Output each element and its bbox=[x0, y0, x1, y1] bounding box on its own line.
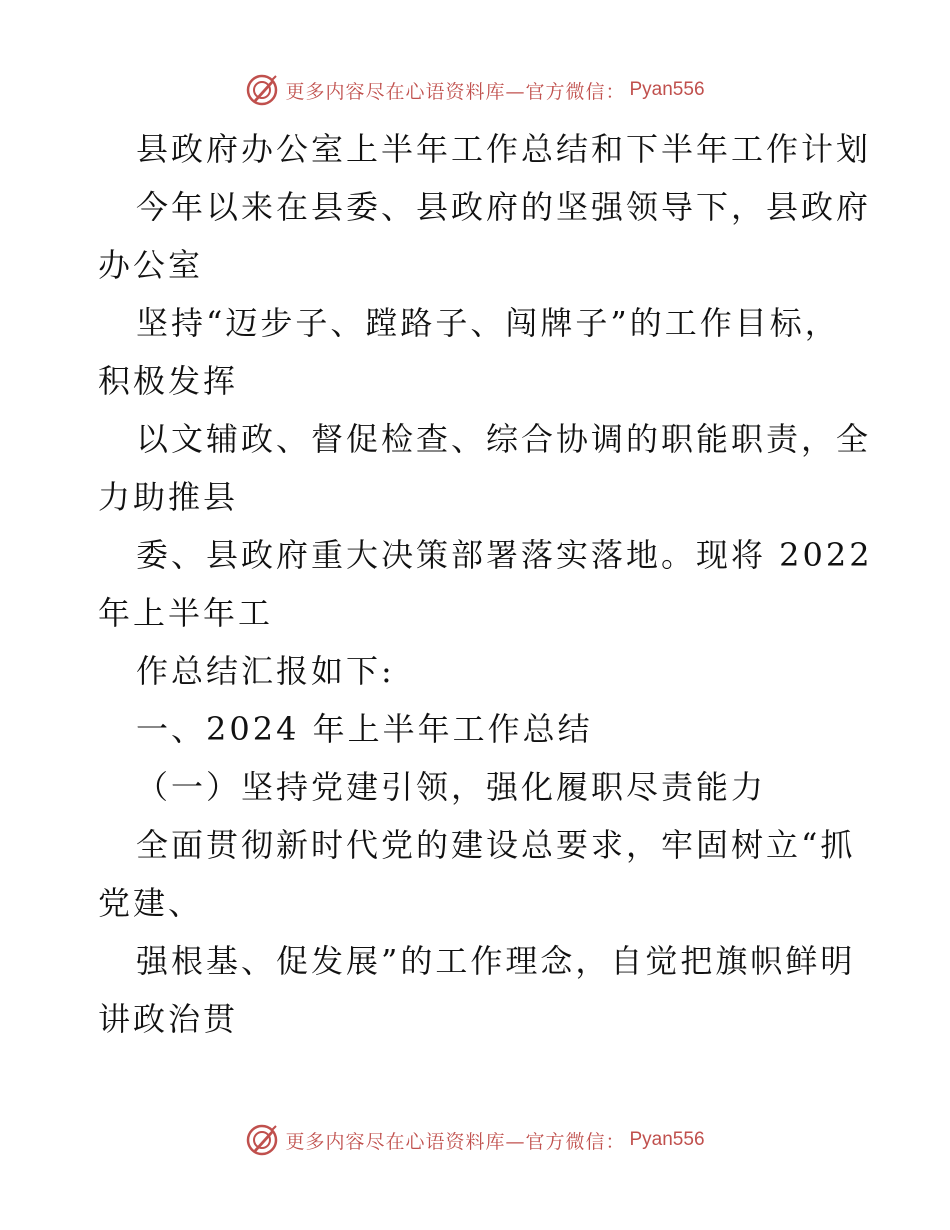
watermark-wechat-id: Pyan556 bbox=[629, 1129, 705, 1150]
header-watermark bbox=[0, 70, 950, 110]
section-heading: 一、2024 年上半年工作总结 bbox=[136, 710, 593, 748]
paragraph-line: 全面贯彻新时代党的建设总要求，牢固树立“抓 bbox=[136, 826, 856, 864]
watermark-text: 更多内容尽在心语资料库—官方微信： bbox=[285, 1130, 626, 1153]
footer-watermark bbox=[0, 1120, 950, 1160]
paragraph-line: 强根基、促发展”的工作理念，自觉把旗帜鲜明 bbox=[136, 942, 856, 980]
paragraph-line: 作总结汇报如下: bbox=[136, 652, 395, 690]
paragraph-line: 讲政治贯 bbox=[98, 1000, 239, 1038]
watermark-wechat-id: Pyan556 bbox=[629, 79, 705, 100]
paragraph-line: 以文辅政、督促检查、综合协调的职能职责，全 bbox=[136, 420, 872, 458]
pen-logo-icon bbox=[245, 1123, 279, 1157]
paragraph-line: 坚持“迈步子、蹚路子、闯牌子”的工作目标， bbox=[136, 304, 840, 342]
paragraph-line: 今年以来在县委、县政府的坚强领导下，县政府 bbox=[136, 188, 872, 226]
watermark-text: 更多内容尽在心语资料库—官方微信： bbox=[285, 80, 626, 103]
subsection-heading: （一）坚持党建引领，强化履职尽责能力 bbox=[136, 768, 767, 806]
pen-logo-icon bbox=[245, 73, 279, 107]
paragraph-line: 委、县政府重大决策部署落实落地。现将 2022 bbox=[136, 536, 873, 574]
document-title: 县政府办公室上半年工作总结和下半年工作计划 bbox=[136, 130, 872, 168]
paragraph-line: 力助推县 bbox=[98, 478, 239, 516]
paragraph-line: 办公室 bbox=[98, 246, 204, 284]
paragraph-line: 年上半年工 bbox=[98, 594, 274, 632]
paragraph-line: 党建、 bbox=[98, 884, 204, 922]
paragraph-line: 积极发挥 bbox=[98, 362, 239, 400]
